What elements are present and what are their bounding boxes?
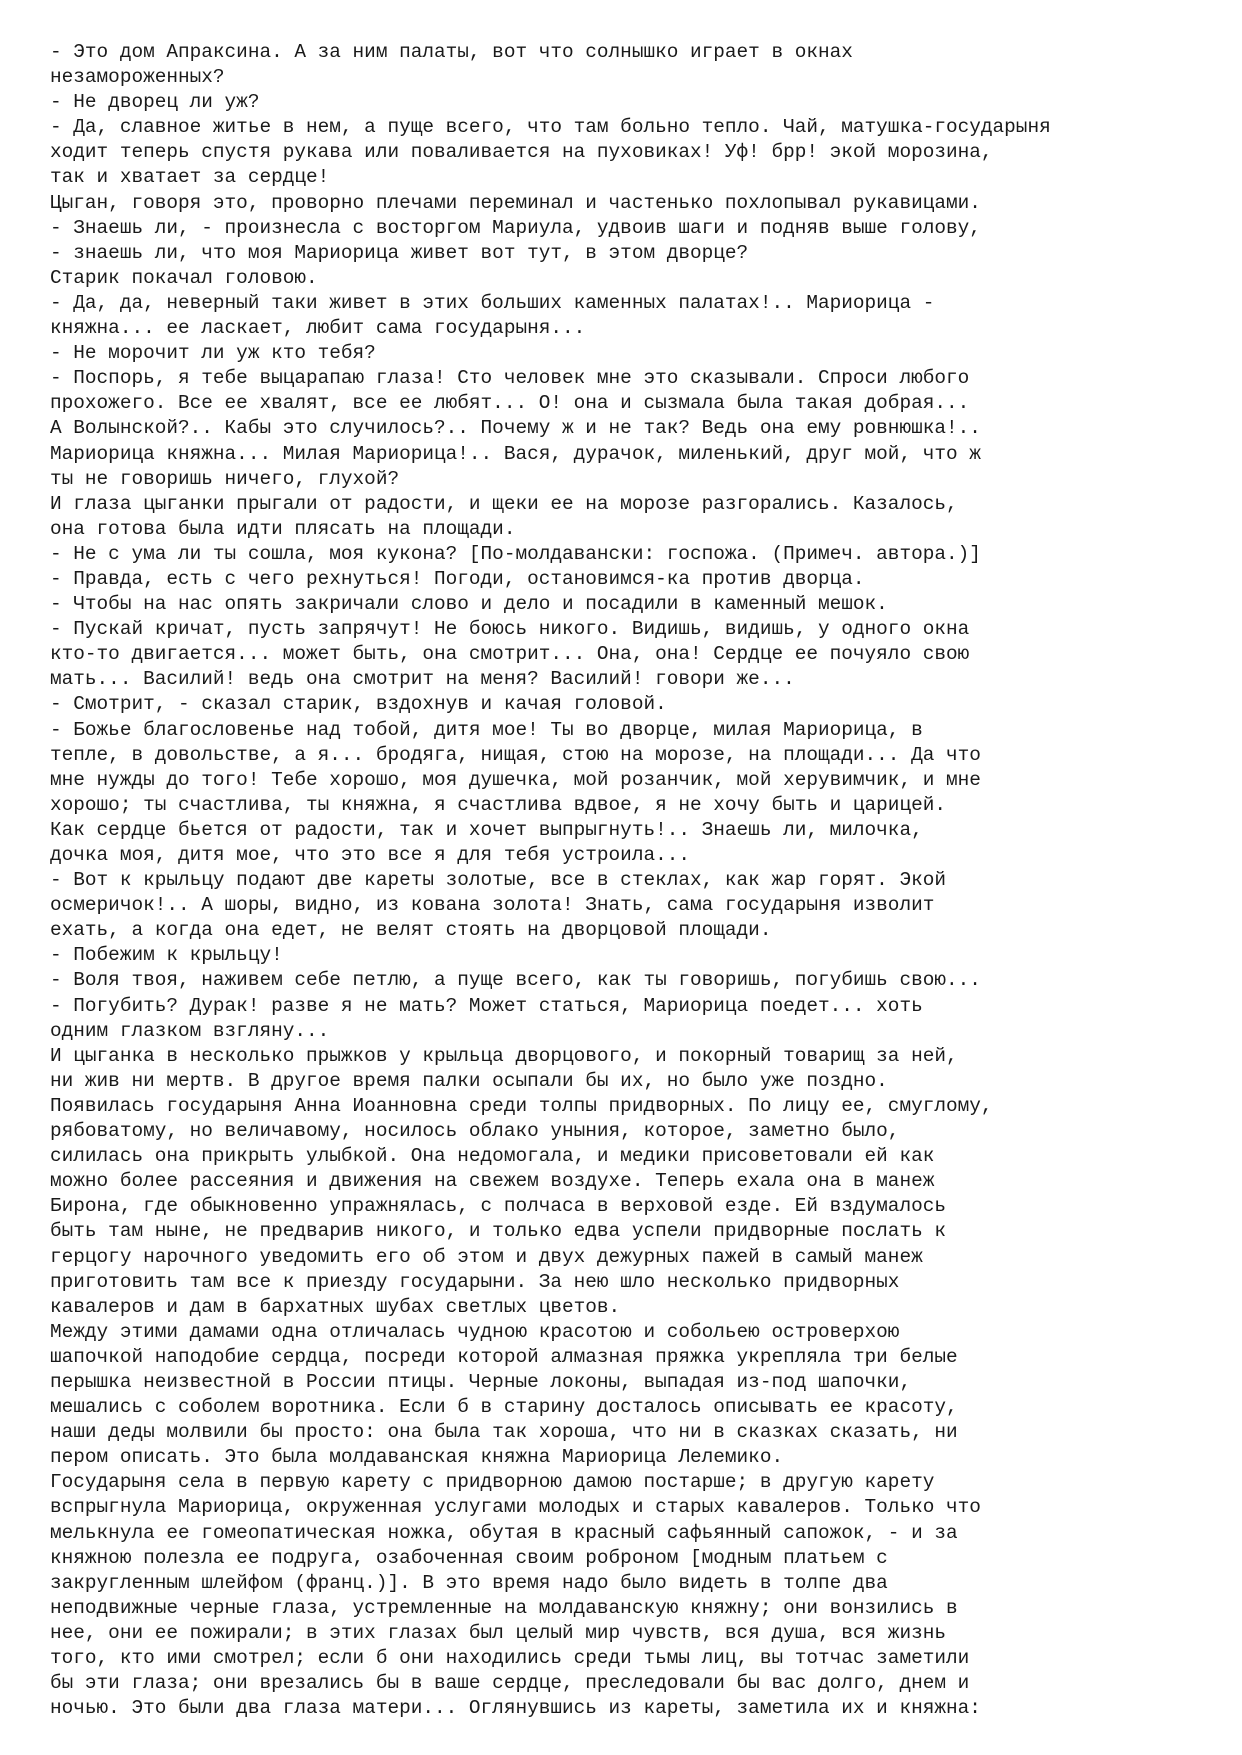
text-line: - Не дворец ли уж? [50, 91, 260, 114]
text-line: - Это дом Апраксина. А за ним палаты, вот что солнышко играет в окнах [50, 41, 853, 63]
text-line: незамороженных? [50, 66, 225, 89]
text-line: княжна... ее ласкает, любит сама государыня... [50, 317, 586, 340]
text-line: рябоватому, но величавому, носилось облако уныния, которое, заметно было, [50, 1120, 900, 1143]
text-line: пером описать. Это была молдаванская княжна Мариорица Лелемико. [50, 1446, 784, 1469]
text-line: - Смотрит, - сказал старик, вздохнув и качая головой. [50, 693, 667, 716]
text-line: шапочкой наподобие сердца, посреди которой алмазная пряжка укрепляла три белые [50, 1345, 958, 1368]
text-line: А Волынской?.. Кабы это случилось?.. Почему ж и не так? Ведь она ему ровнюшка!.. [50, 417, 981, 440]
text-line: вспрыгнула Мариорица, окруженная услугами молодых и старых кавалеров. Только что [50, 1496, 981, 1519]
text-line: герцогу нарочного уведомить его об этом и двух дежурных пажей в самый манеж [50, 1245, 923, 1268]
text-line: можно более рассеяния и движения на свежем воздухе. Теперь ехала она в манеж [50, 1170, 935, 1193]
text-line: - Погубить? Дурак! разве я не мать? Может статься, Мариорица поедет... хоть [50, 994, 923, 1017]
text-line: одним глазком взгляну... [50, 1019, 330, 1042]
text-line: - Правда, есть с чего рехнуться! Погоди, остановимся-ка против дворца. [50, 567, 865, 590]
text-line: кавалеров и дам в бархатных шубах светлых цветов. [50, 1295, 621, 1318]
text-line: ходит теперь спустя рукава или поваливается на пуховиках! Уф! брр! экой морозина, [50, 141, 993, 164]
text-line: неподвижные черные глаза, устремленные на молдаванскую княжну; они вонзились в [50, 1596, 958, 1619]
text-line: Между этими дамами одна отличалась чудною красотою и собольею островерхою [50, 1320, 900, 1343]
text-line: кто-то двигается... может быть, она смотрит... Она, она! Сердце ее почуяло свою [50, 643, 970, 666]
text-line: бы эти глаза; они врезались бы в ваше сердце, преследовали бы вас долго, днем и [50, 1672, 970, 1695]
text-line: И глаза цыганки прыгали от радости, и щеки ее на морозе разгорались. Казалось, [50, 492, 958, 515]
text-line: силилась она прикрыть улыбкой. Она недомогала, и медики присоветовали ей как [50, 1145, 935, 1168]
text-line: Мариорица княжна... Милая Мариорица!.. Вася, дурачок, миленький, друг мой, что ж [50, 442, 981, 465]
text-line: - Да, да, неверный таки живет в этих больших каменных палатах!.. Мариорица - [50, 291, 935, 314]
text-line: хорошо; ты счастлива, ты княжна, я счастлива вдвое, я не хочу быть и царицей. [50, 793, 946, 816]
text-line: мелькнула ее гомеопатическая ножка, обутая в красный сафьянный сапожок, - и за [50, 1521, 958, 1544]
text-line: Появилась государыня Анна Иоанновна среди толпы придворных. По лицу ее, смуглому, [50, 1094, 993, 1117]
text-line: дочка моя, дитя мое, что это все я для тебя устроила... [50, 844, 690, 866]
text-line: Старик покачал головою. [50, 266, 318, 289]
text-line: - Воля твоя, наживем себе петлю, а пуще всего, как ты говоришь, погубишь свою... [50, 969, 981, 992]
text-line: закругленным шлейфом (франц.)]. В это время надо было видеть в толпе два [50, 1571, 888, 1594]
text-line: - Божье благословенье над тобой, дитя мое! Ты во дворце, милая Мариорица, в [50, 718, 923, 741]
text-line: мне нужды до того! Тебе хорошо, моя душечка, мой розанчик, мой херувимчик, и мне [50, 768, 981, 791]
document-page [50, 40, 1200, 1721]
text-line: прохожего. Все ее хвалят, все ее любят... О! она и сызмала была такая добрая... [50, 392, 970, 415]
text-line: - знаешь ли, что моя Мариорица живет вот тут, в этом дворце? [50, 241, 749, 264]
text-line: И цыганка в несколько прыжков у крыльца дворцового, и покорный товарищ за ней, [50, 1044, 958, 1067]
text-line: - Не с ума ли ты сошла, моя кукона? [По-молдавански: госпожа. (Примеч. автора.)] [50, 542, 981, 565]
text-line: мать... Василий! ведь она смотрит на меня? Василий! говори же... [50, 668, 795, 691]
text-line: она готова была идти плясать на площади. [50, 517, 516, 540]
text-line: тепле, в довольстве, а я... бродяга, нищая, стою на морозе, на площади... Да что [50, 743, 981, 766]
text-line: перышка неизвестной в России птицы. Черные локоны, выпадая из-под шапочки, [50, 1370, 912, 1393]
text-line: - Да, славное житье в нем, а пуще всего, что там больно тепло. Чай, матушка-государыня [50, 116, 1051, 139]
text-line: наши деды молвили бы просто: она была так хороша, что ни в сказках сказать, ни [50, 1421, 958, 1444]
text-line: - Поспорь, я тебе выцарапаю глаза! Сто человек мне это сказывали. Спроси любого [50, 367, 970, 390]
text-line: - Знаешь ли, - произнесла с восторгом Мариула, удвоив шаги и подняв выше голову, [50, 216, 981, 239]
text-line: Государыня села в первую карету с придворною дамою постарше; в другую карету [50, 1471, 935, 1494]
text-line: княжною полезла ее подруга, озабоченная своим роброном [модным платьем с [50, 1546, 888, 1569]
text-line: так и хватает за сердце! [50, 166, 330, 189]
text-line: того, кто ими смотрел; если б они находились среди тьмы лиц, вы тотчас заметили [50, 1647, 970, 1669]
text-line: Бирона, где обыкновенно упражнялась, с полчаса в верховой езде. Ей вздумалось [50, 1195, 946, 1218]
text-line: нее, они ее пожирали; в этих глазах был целый мир чувств, вся душа, вся жизнь [50, 1621, 946, 1644]
text-line: ни жив ни мертв. В другое время палки осыпали бы их, но было уже поздно. [50, 1069, 888, 1092]
text-line: осмеричок!.. А шоры, видно, из кована золота! Знать, сама государыня изволит [50, 894, 935, 917]
text-line: приготовить там все к приезду государыни. За нею шло несколько придворных [50, 1270, 900, 1293]
text-line: - Пускай кричат, пусть запрячут! Не боюсь никого. Видишь, видишь, у одного окна [50, 618, 970, 641]
text-line: - Вот к крыльцу подают две кареты золотые, все в стеклах, как жар горят. Экой [50, 869, 946, 892]
text-line: Как сердце бьется от радости, так и хочет выпрыгнуть!.. Знаешь ли, милочка, [50, 818, 923, 841]
text-line: Цыган, говоря это, проворно плечами переминал и частенько похлопывал рукавицами. [50, 191, 981, 214]
text-line: быть там ныне, не предварив никого, и только едва успели придворные послать к [50, 1220, 946, 1243]
text-line: - Чтобы на нас опять закричали слово и дело и посадили в каменный мешок. [50, 593, 888, 616]
text-line: ехать, а когда она едет, не велят стоять на дворцовой площади. [50, 919, 772, 942]
text-line: - Не морочит ли уж кто тебя? [50, 342, 376, 365]
text-line: - Побежим к крыльцу! [50, 944, 283, 967]
text-line: ночью. Это были два глаза матери... Оглянувшись из кареты, заметила их и княжна: [50, 1697, 981, 1720]
text-line: ты не говоришь ничего, глухой? [50, 467, 400, 490]
text-line: мешались с соболем воротника. Если б в старину досталось описывать ее красоту, [50, 1396, 958, 1419]
